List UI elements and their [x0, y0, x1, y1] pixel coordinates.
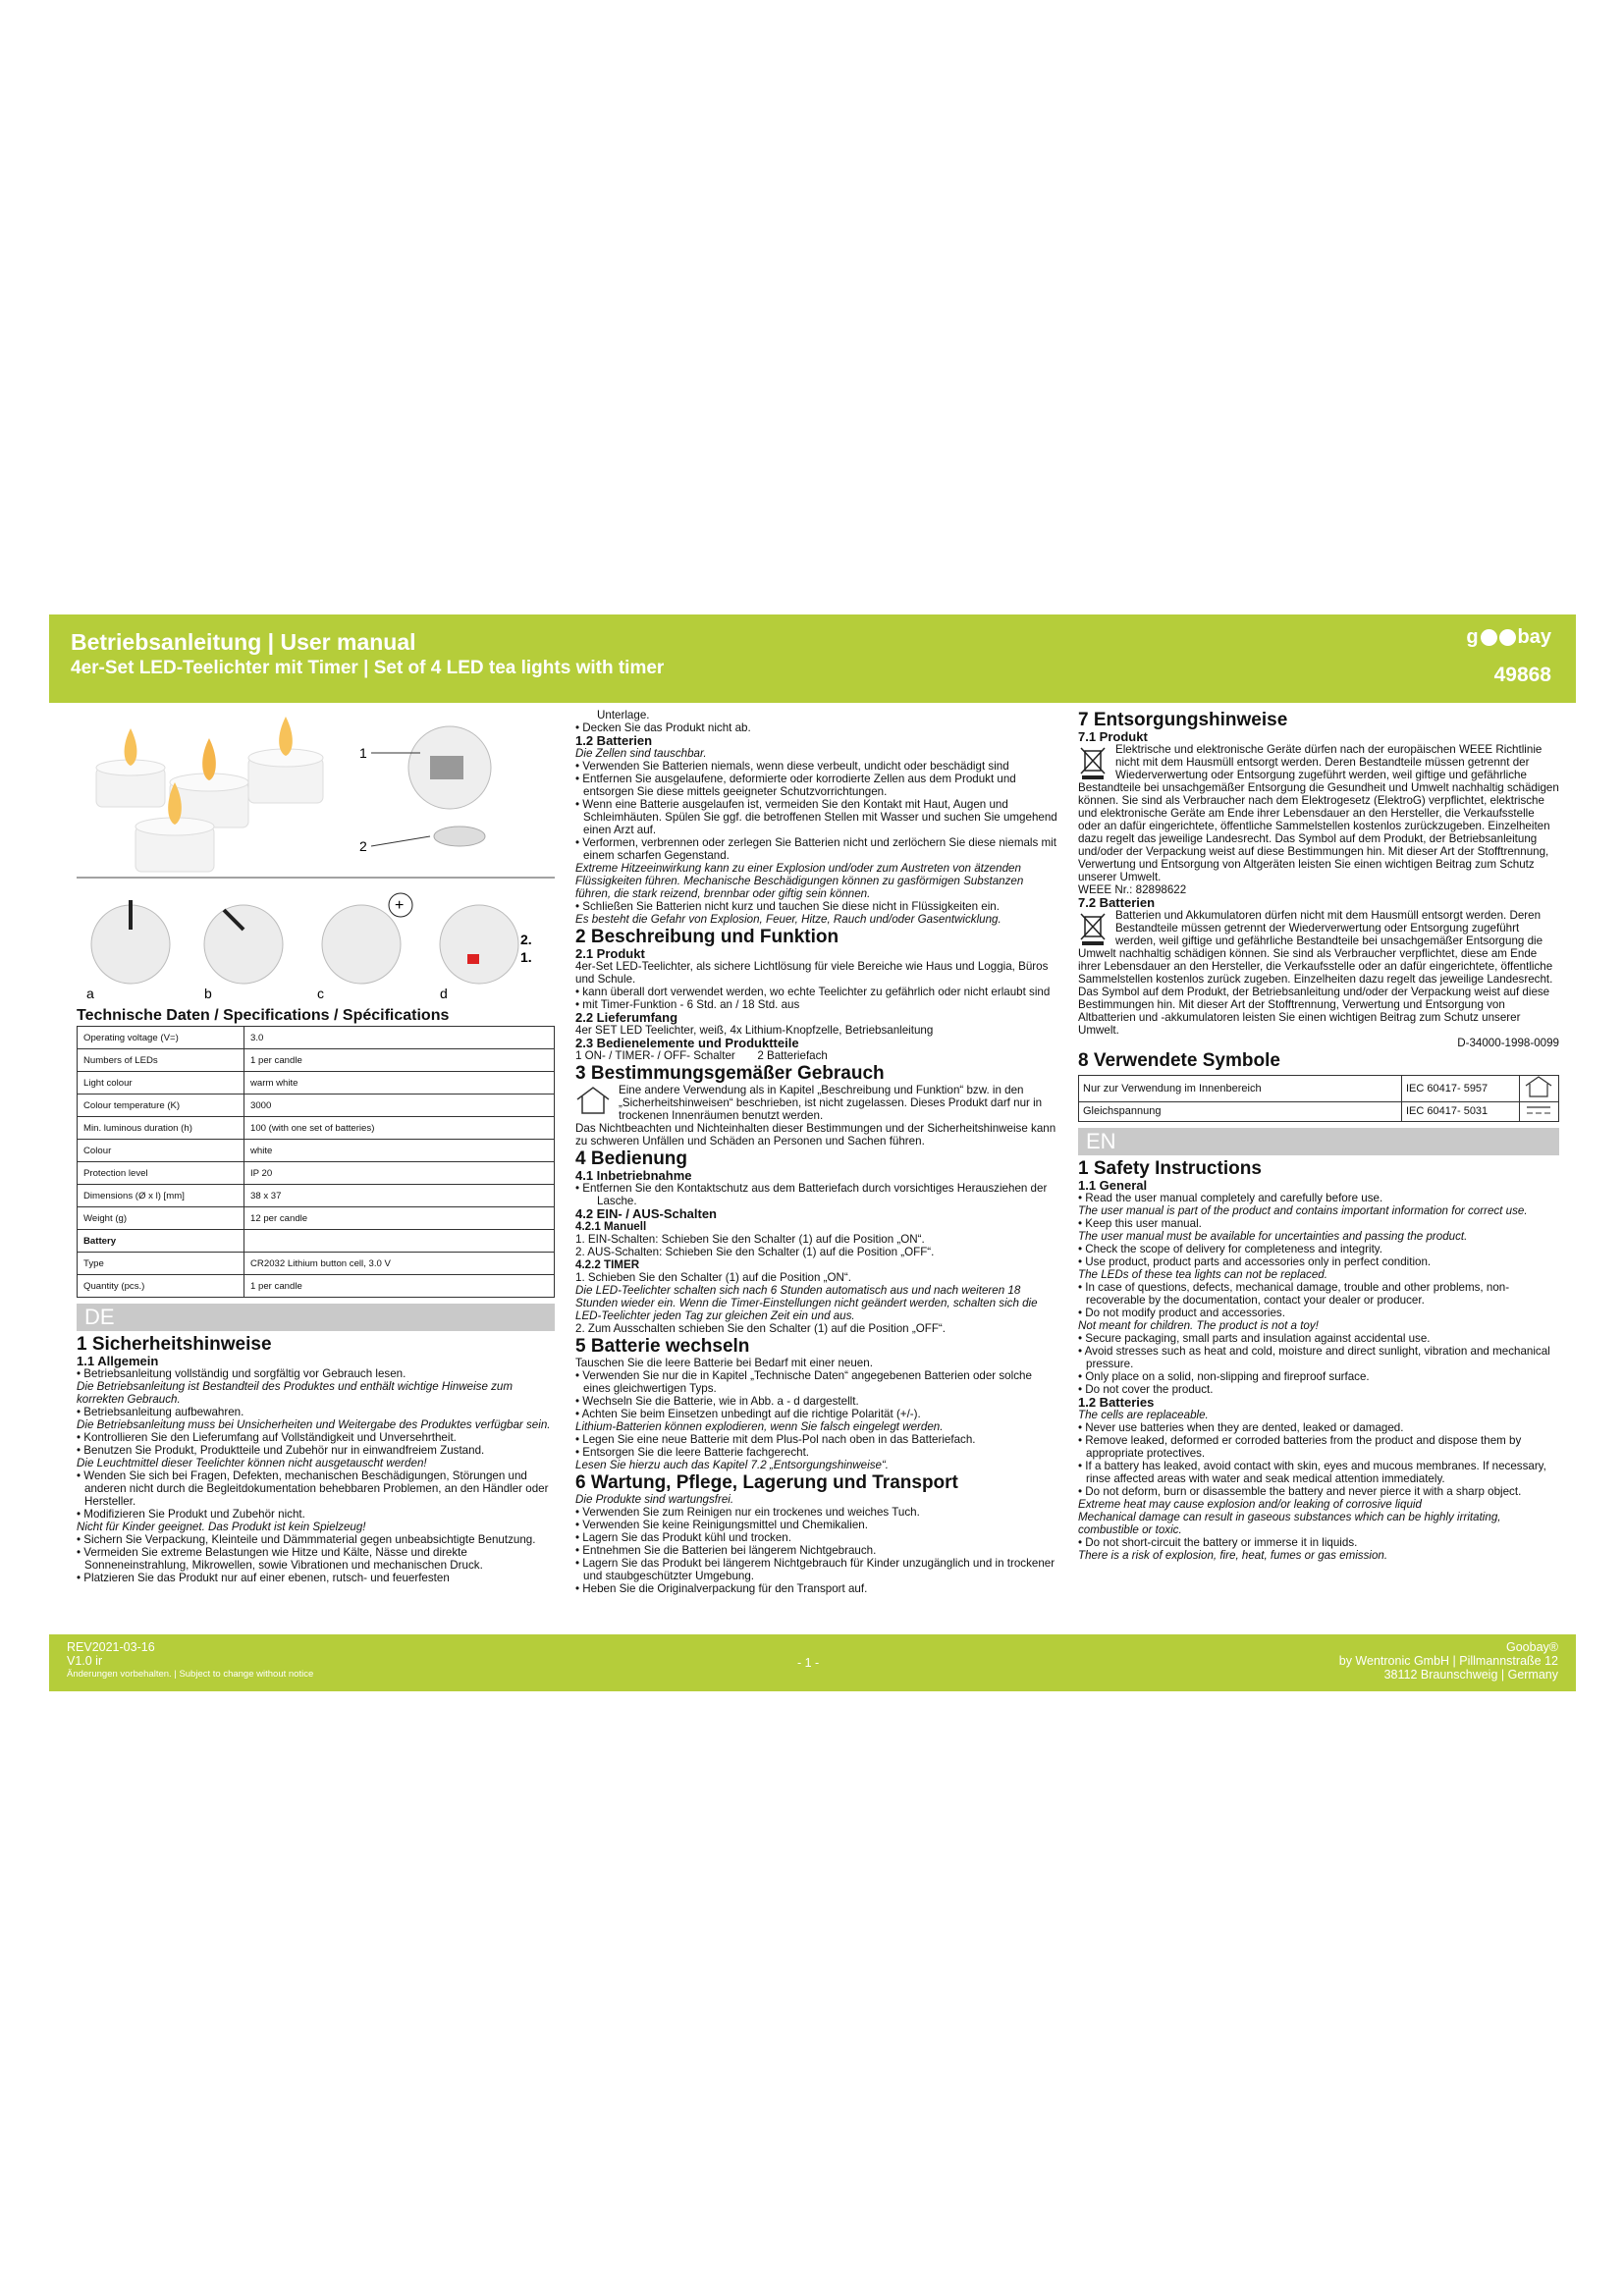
symbol-std: IEC 60417- 5031: [1402, 1102, 1520, 1122]
spec-row: [78, 1230, 555, 1253]
text-line: • Benutzen Sie Produkt, Produktteile und Zubehör nur in einwandfreiem Zustand.: [77, 1444, 485, 1457]
text-line: • Verwenden Sie nur die in Kapitel „Technische Daten“ angegebenen Batterien oder solche eines gleichwertigen Typs.: [575, 1369, 1032, 1395]
de-section-7-2: 7.2 Batterien: [1078, 895, 1156, 910]
de-section-2-3: 2.3 Bedienelemente und Produktteile: [575, 1036, 799, 1050]
text-line: • kann überall dort verwendet werden, wo echte Teelichter zu gefährlich oder nicht erlaubt sind: [575, 986, 1051, 998]
symbol-desc: Gleichspannung: [1079, 1102, 1402, 1122]
en-section-1: 1 Safety Instructions: [1078, 1158, 1262, 1179]
symbol-desc: Nur zur Verwendung im Innenbereich: [1079, 1076, 1402, 1102]
callout-2: 2: [359, 838, 367, 854]
step-c: [322, 893, 412, 984]
manual-title: Betriebsanleitung | User manual: [71, 629, 416, 655]
step-b: [204, 905, 283, 984]
de-startup-text: • Entfernen Sie den Kontaktschutz aus dem Batteriefach durch vorsichtiges Herausziehen der Lasche.: [575, 1182, 1048, 1207]
spec-label: Light colour: [78, 1072, 244, 1095]
control-battery: 2 Batteriefach: [757, 1049, 828, 1062]
spec-row: [78, 1253, 555, 1275]
battery-bin-icon: [1078, 911, 1108, 946]
text-line: • Do not deform, burn or disassemble the battery and never pierce it with a sharp object.: [1078, 1485, 1522, 1498]
text-line: 1. Schieben Sie den Schalter (1) auf die Position „ON“.: [575, 1271, 851, 1284]
text-line: • In case of questions, defects, mechanical damage, trouble and other problems, non-recoverable by the documentation, contact your dealer or producer.: [1078, 1281, 1510, 1307]
text-line: Die Zellen sind tauschbar.: [575, 747, 707, 760]
en-section-1-1: 1.1 General: [1078, 1178, 1148, 1193]
text-line: The user manual is part of the product and contains important information for correct use.: [1078, 1204, 1528, 1217]
product-illustration: [77, 709, 555, 1003]
page-number: - 1 -: [797, 1656, 820, 1670]
spec-value: 1 per candle: [244, 1275, 555, 1298]
footer-brand: Goobay®: [1506, 1640, 1558, 1654]
spec-label: Colour temperature (K): [78, 1095, 244, 1117]
text-line: Die LED-Teelichter schalten sich nach 6 Stunden automatisch aus und nach weiteren 18 Stunden wieder ein. Wenn die Timer-Einstellungen nicht geändert werden, schalten sich die LED-Teelichter jeden Tag zur gleichen Zeit ein und aus.: [575, 1284, 1038, 1322]
de-product-list: [575, 960, 1058, 1011]
de-section-1: 1 Sicherheitshinweise: [77, 1334, 272, 1355]
callout-line-2: [371, 836, 430, 846]
step-label-2: 2.: [520, 932, 532, 947]
tea-light-2: [170, 738, 248, 828]
de-section-7-1: 7.1 Produkt: [1078, 729, 1148, 744]
de-section-2-2: 2.2 Lieferumfang: [575, 1010, 678, 1025]
text-line: • Read the user manual completely and carefully before use.: [1078, 1192, 1383, 1204]
text-line: The user manual must be available for uncertainties and passing the product.: [1078, 1230, 1468, 1243]
text-line: There is a risk of explosion, fire, heat, fumes or gas emission.: [1078, 1549, 1388, 1562]
text-line: Tauschen Sie die leere Batterie bei Bedarf mit einer neuen.: [575, 1357, 873, 1369]
product-title: 4er-Set LED-Teelichter mit Timer | Set of 4 LED tea lights with timer: [71, 658, 665, 678]
spec-row: [78, 1095, 555, 1117]
text-line: • Entsorgen Sie die leere Batterie fachgerecht.: [575, 1446, 810, 1459]
text-line: Lesen Sie hierzu auch das Kapitel 7.2 „Entsorgungshinweise“.: [575, 1459, 890, 1471]
text-line: 2. Zum Ausschalten schieben Sie den Schalter (1) auf die Position „OFF“.: [575, 1322, 946, 1335]
text-line: • Check the scope of delivery for completeness and integrity.: [1078, 1243, 1382, 1255]
de-section-6: 6 Wartung, Pflege, Lagerung und Transport: [575, 1472, 958, 1493]
footer-right: [1339, 1640, 1558, 1682]
de-delivery-text: 4er SET LED Teelichter, weiß, 4x Lithium-Knopfzelle, Betriebsanleitung: [575, 1024, 934, 1037]
house-icon: [1524, 1076, 1553, 1097]
symbol-std: IEC 60417- 5957: [1402, 1076, 1520, 1102]
spec-label: Operating voltage (V=): [78, 1027, 244, 1049]
de-timer-list: [575, 1271, 1058, 1335]
text-line: • Verwenden Sie keine Reinigungsmittel und Chemikalien.: [575, 1519, 868, 1531]
spec-label: Numbers of LEDs: [78, 1049, 244, 1072]
text-line: • Do not modify product and accessories.: [1078, 1307, 1285, 1319]
text-line: • Do not short-circuit the battery or immerse it in liquids.: [1078, 1536, 1358, 1549]
text-line: • Wechseln Sie die Batterie, wie in Abb. a - d dargestellt.: [575, 1395, 859, 1408]
text-line: • If a battery has leaked, avoid contact with skin, eyes and mucous membranes. If necessary, rinse affected areas with water and seak medical attention immediately.: [1078, 1460, 1546, 1485]
address-line-1: by Wentronic GmbH | Pillmannstraße 12: [1338, 1654, 1558, 1668]
text-line: Die Leuchtmittel dieser Teelichter können nicht ausgetauscht werden!: [77, 1457, 427, 1469]
spec-row: [78, 1275, 555, 1298]
en-safety-list: [1078, 1192, 1559, 1396]
footer-banner: [49, 1634, 1576, 1691]
spec-label: Dimensions (Ø x l) [mm]: [78, 1185, 244, 1207]
spec-value: 1 per candle: [244, 1049, 555, 1072]
text-line: • Wenn eine Batterie ausgelaufen ist, vermeiden Sie den Kontakt mit Haut, Augen und Schleimhäuten. Spülen Sie ggf. die betroffenen Stellen mit Wasser und suchen Sie umgehend einen Arzt auf.: [575, 798, 1057, 836]
column-1: [77, 709, 555, 1584]
de-section-4: 4 Bedienung: [575, 1148, 688, 1169]
spec-row: [78, 1049, 555, 1072]
text-line: Die Produkte sind wartungsfrei.: [575, 1493, 734, 1506]
text-line: • mit Timer-Funktion - 6 Std. an / 18 Std. aus: [575, 998, 800, 1011]
text-line: Mechanical damage can result in gaseous substances which can be highly irritating, combustible or toxic.: [1078, 1511, 1501, 1536]
symbol-row: [1079, 1102, 1559, 1122]
specs-title: Technische Daten / Specifications / Spécifications: [77, 1007, 450, 1024]
text-line: Es besteht die Gefahr von Explosion, Feuer, Hitze, Rauch und/oder Gasentwicklung.: [575, 913, 1001, 926]
fig-letter-b: b: [204, 986, 212, 1001]
de-battery-list: [575, 747, 1058, 926]
text-line: Die Betriebsanleitung ist Bestandteil des Produktes und enthält wichtige Hinweise zum korrekten Gebrauch.: [77, 1380, 514, 1406]
text-line: • Modifizieren Sie Produkt und Zubehör nicht.: [77, 1508, 305, 1521]
spec-label: Protection level: [78, 1162, 244, 1185]
de-usage-text-2: Das Nichtbeachten und Nichteinhalten dieser Bestimmungen und der Sicherheitshinweise kann zu schweren Unfällen und Schäden an Personen und Sachen führen.: [575, 1122, 1056, 1148]
text-line: Not meant for children. The product is not a toy!: [1078, 1319, 1319, 1332]
fig-letter-d: d: [440, 986, 448, 1001]
article-number: 49868: [1493, 664, 1551, 686]
de-section-4-1: 4.1 Inbetriebnahme: [575, 1168, 692, 1183]
tea-light-1: [96, 728, 165, 807]
de-section-1-2: 1.2 Batterien: [575, 733, 653, 748]
spec-row: [78, 1117, 555, 1140]
column-3: [1078, 709, 1559, 1562]
symbol-row: [1079, 1076, 1559, 1102]
text-line: • Vermeiden Sie extreme Belastungen wie Hitze und Kälte, Nässe und direkte Sonneneinstrahlung, Mikrowellen, sowie Vibrationen und mechanischen Druck.: [77, 1546, 483, 1572]
dc-icon: [1524, 1103, 1553, 1117]
continued-text: Unterlage.: [597, 709, 650, 721]
de-section-4-2: 4.2 EIN- / AUS-Schalten: [575, 1206, 717, 1221]
text-line: • Never use batteries when they are dented, leaked or damaged.: [1078, 1421, 1404, 1434]
column-2: [575, 709, 1058, 1595]
spec-label: Battery: [78, 1230, 244, 1253]
de-disposal-product: Elektrische und elektronische Geräte dürfen nach der europäischen WEEE Richtlinie nicht mit dem Hausmüll entsorgt werden. Deren Bestandteile müssen getrennt der Wiederverwertung oder Entsorgung zugeführt werden, weil giftige und gefährliche Bestandteile bei unsachgemäßer Entsorgung die Gesundheit und Umwelt nachhaltig schädigen können. Sie sind als Verbraucher nach dem Elektrogesetz (ElektroG) verpflichtet, elektrische und elektronische Geräte am Ende ihrer Lebensdauer an den Hersteller, die Verkaufsstelle oder an dafür eingerichtete, öffentliche Sammelstellen kostenlos zurückzugeben. Einzelheiten dazu regelt das jeweilige Landesrecht. Das Symbol auf dem Produkt, der Betriebsanleitung und/oder der Verpackung weist auf diese Bestimmungen hin. Mit dieser Art der Stofftrennung, Verwertung und Entsorgung von Altgeräten leisten Sie einen wichtigen Beitrag zum Schutz unserer Umwelt.: [1078, 743, 1559, 883]
product-figure: [77, 709, 555, 1003]
callout-1: 1: [359, 745, 367, 761]
text-line: • Secure packaging, small parts and insulation against accidental use.: [1078, 1332, 1431, 1345]
text-line: • Verwenden Sie zum Reinigen nur ein trockenes und weiches Tuch.: [575, 1506, 920, 1519]
version: V1.0 ir: [67, 1654, 103, 1668]
spec-label: Weight (g): [78, 1207, 244, 1230]
text-line: • Lagern Sie das Produkt kühl und trocken.: [575, 1531, 791, 1544]
text-line: • Verformen, verbrennen oder zerlegen Sie Batterien nicht und zerlöchern Sie diese niemals mit einem scharfen Gegenstand.: [575, 836, 1056, 862]
spec-row: [78, 1027, 555, 1049]
weee-number: WEEE Nr.: 82898622: [1078, 883, 1187, 896]
continued-bullet: • Decken Sie das Produkt nicht ab.: [575, 721, 751, 734]
text-line: The cells are replaceable.: [1078, 1409, 1209, 1421]
dc-symbol-cell: [1520, 1102, 1559, 1122]
step-d: [440, 905, 518, 984]
text-line: • Kontrollieren Sie den Lieferumfang auf Vollständigkeit und Unversehrtheit.: [77, 1431, 457, 1444]
text-line: • Avoid stresses such as heat and cold, moisture and direct sunlight, vibration and mechanical pressure.: [1078, 1345, 1550, 1370]
spec-value: 12 per candle: [244, 1207, 555, 1230]
fig-letter-c: c: [317, 986, 324, 1001]
text-line: • Betriebsanleitung aufbewahren.: [77, 1406, 244, 1418]
spec-row: [78, 1185, 555, 1207]
revision: REV2021-03-16: [67, 1640, 155, 1654]
battery-compartment: [408, 726, 491, 846]
change-notice: Änderungen vorbehalten. | Subject to change without notice: [67, 1669, 314, 1680]
text-line: • Verwenden Sie Batterien niemals, wenn diese verbeult, undicht oder beschädigt sind: [575, 760, 1009, 773]
text-line: • Betriebsanleitung vollständig und sorgfältig vor Gebrauch lesen.: [77, 1367, 406, 1380]
svg-text:+: +: [395, 897, 405, 914]
text-line: • Heben Sie die Originalverpackung für den Transport auf.: [575, 1582, 868, 1595]
text-line: • Keep this user manual.: [1078, 1217, 1202, 1230]
de-section-3: 3 Bestimmungsgemäßer Gebrauch: [575, 1063, 885, 1084]
text-line: • Wenden Sie sich bei Fragen, Defekten, mechanischen Beschädigungen, Störungen und anderen nicht durch die Begleitdokumentation behebbaren Problemen, an den Händler oder Hersteller.: [77, 1469, 549, 1508]
spec-label: Type: [78, 1253, 244, 1275]
spec-row: [78, 1072, 555, 1095]
fig-letter-a: a: [86, 986, 94, 1001]
text-line: • Sichern Sie Verpackung, Kleinteile und Dämmmaterial gegen unbeabsichtigte Benutzung.: [77, 1533, 536, 1546]
text-line: • Do not cover the product.: [1078, 1383, 1214, 1396]
de-section-2-1: 2.1 Produkt: [575, 946, 645, 961]
text-line: • Entnehmen Sie die Batterien bei längerem Nichtgebrauch.: [575, 1544, 877, 1557]
de-section-8: 8 Verwendete Symbole: [1078, 1050, 1280, 1071]
spec-value: warm white: [244, 1072, 555, 1095]
header-banner: [49, 614, 1576, 703]
de-battery-change-list: [575, 1357, 1058, 1471]
de-disposal-battery: Batterien und Akkumulatoren dürfen nicht mit dem Hausmüll entsorgt werden. Deren Bestandteile müssen getrennt der Wiederverwertung oder Entsorgung zugeführt werden, weil giftige und gefährliche Bestandteile bei unsachgemäßer Entsorgung die Umwelt nachhaltig schädigen können. Sie sind als Verbraucher verpflichtet, diese am Ende ihrer Lebensdauer an den Hersteller, die Verkaufsstelle oder an dafür eingerichtete, öffentliche Sammelstellen kostenlos zurück zugeben. Einzelheiten dazu regelt das jeweilige Landesrecht. Das Symbol auf dem Produkt, der Betriebsanleitung und/oder der Verpackung weist auf diese Bestimmungen hin. Mit dieser Art der Stofftrennung, Verwertung und Entsorgung von Altbatterien und -akkumulatoren leisten Sie einen wichtigen Beitrag zum Schutz unserer Umwelt.: [1078, 909, 1553, 1037]
de-section-5: 5 Batterie wechseln: [575, 1336, 750, 1357]
de-maintenance-list: [575, 1493, 1058, 1595]
text-line: • Legen Sie eine neue Batterie mit dem Plus-Pol nach oben in das Batteriefach.: [575, 1433, 976, 1446]
text-line: • Platzieren Sie das Produkt nur auf einer ebenen, rutsch- und feuerfesten: [77, 1572, 450, 1584]
spec-value: 100 (with one set of batteries): [244, 1117, 555, 1140]
text-line: • Schließen Sie Batterien nicht kurz und tauchen Sie diese nicht in Flüssigkeiten ein.: [575, 900, 1000, 913]
footer-left: [67, 1640, 313, 1682]
spec-value: 3.0: [244, 1027, 555, 1049]
de-section-4-2-2: 4.2.2 TIMER: [575, 1258, 640, 1271]
lang-bar-de: DE: [77, 1304, 555, 1331]
de-usage-text-1: Eine andere Verwendung als in Kapitel „Beschreibung und Funktion“ bzw. in den „Sicherheitshinweisen“ beschrieben, ist nicht zugelassen. Dieses Produkt darf nur in trockenen Innenräumen benutzt werden.: [619, 1084, 1043, 1122]
step-label-1: 1.: [520, 949, 532, 965]
spec-label: Quantity (pcs.): [78, 1275, 244, 1298]
text-line: • Remove leaked, deformed er corroded batteries from the product and dispose them by appropriate protectives.: [1078, 1434, 1522, 1460]
de-manual-list: [575, 1233, 1058, 1258]
text-line: 4er-Set LED-Teelichter, als sichere Lichtlösung für viele Bereiche wie Haus und Loggia, Büros und Schule.: [575, 960, 1049, 986]
specs-table: [77, 1026, 555, 1298]
indoor-house-icon: [575, 1086, 611, 1115]
weee-bin-icon: [1078, 745, 1108, 780]
text-line: 2. AUS-Schalten: Schieben Sie den Schalter (1) auf die Position „OFF“.: [575, 1246, 935, 1258]
text-line: 1. EIN-Schalten: Schieben Sie den Schalter (1) auf die Position „ON“.: [575, 1233, 925, 1246]
text-line: • Entfernen Sie ausgelaufene, deformierte oder korrodierte Zellen aus dem Produkt und entsorgen Sie diese mittels geeigneter Schutzvorrichtungen.: [575, 773, 1016, 798]
spec-value: white: [244, 1140, 555, 1162]
spec-value: 38 x 37: [244, 1185, 555, 1207]
de-controls: [575, 1049, 1058, 1062]
en-section-1-2: 1.2 Batteries: [1078, 1395, 1155, 1410]
de-section-7: 7 Entsorgungshinweise: [1078, 710, 1288, 730]
step-a: [91, 900, 170, 984]
spec-value: IP 20: [244, 1162, 555, 1185]
address-line-2: 38112 Braunschweig | Germany: [1383, 1668, 1558, 1682]
doc-number: D-34000-1998-0099: [1457, 1037, 1559, 1049]
text-line: • Use product, product parts and accessories only in perfect condition.: [1078, 1255, 1432, 1268]
text-line: Extreme Hitzeeinwirkung kann zu einer Explosion und/oder zum Austreten von ätzenden Flüssigkeiten führen. Mechanische Beschädigungen können zu gasförmigen Substanzen führen, die stark reizend, brennbar oder giftig sein können.: [575, 862, 1024, 900]
brand-logo: g bay: [1466, 626, 1551, 648]
spec-row: [78, 1207, 555, 1230]
house-symbol-cell: [1520, 1076, 1559, 1102]
text-line: Extreme heat may cause explosion and/or leaking of corrosive liquid: [1078, 1498, 1422, 1511]
spec-label: Min. luminous duration (h): [78, 1117, 244, 1140]
text-line: • Lagern Sie das Produkt bei längerem Nichtgebrauch für Kinder unzugänglich und in trockener und staubgeschützter Umgebung.: [575, 1557, 1056, 1582]
text-line: Die Betriebsanleitung muss bei Unsicherheiten und Weitergabe des Produktes verfügbar sein.: [77, 1418, 551, 1431]
text-line: • Only place on a solid, non-slipping and fireproof surface.: [1078, 1370, 1370, 1383]
tea-light-4: [248, 717, 323, 803]
spec-label: Colour: [78, 1140, 244, 1162]
de-section-4-2-1: 4.2.1 Manuell: [575, 1220, 647, 1233]
lang-bar-en: EN: [1078, 1128, 1559, 1155]
spec-value: 3000: [244, 1095, 555, 1117]
spec-value: CR2032 Lithium button cell, 3.0 V: [244, 1253, 555, 1275]
de-section-1-1: 1.1 Allgemein: [77, 1354, 159, 1368]
spec-value: [244, 1230, 555, 1253]
en-battery-list: [1078, 1409, 1559, 1562]
control-switch: 1 ON- / TIMER- / OFF- Schalter: [575, 1049, 735, 1062]
de-safety-list: [77, 1367, 555, 1584]
text-line: Lithium-Batterien können explodieren, wenn Sie falsch eingelegt werden.: [575, 1420, 944, 1433]
symbols-table: [1078, 1075, 1559, 1122]
text-line: The LEDs of these tea lights can not be replaced.: [1078, 1268, 1327, 1281]
spec-row: [78, 1162, 555, 1185]
text-line: Nicht für Kinder geeignet. Das Produkt ist kein Spielzeug!: [77, 1521, 366, 1533]
text-line: • Achten Sie beim Einsetzen unbedingt auf die richtige Polarität (+/-).: [575, 1408, 921, 1420]
spec-row: [78, 1140, 555, 1162]
de-section-2: 2 Beschreibung und Funktion: [575, 927, 839, 947]
